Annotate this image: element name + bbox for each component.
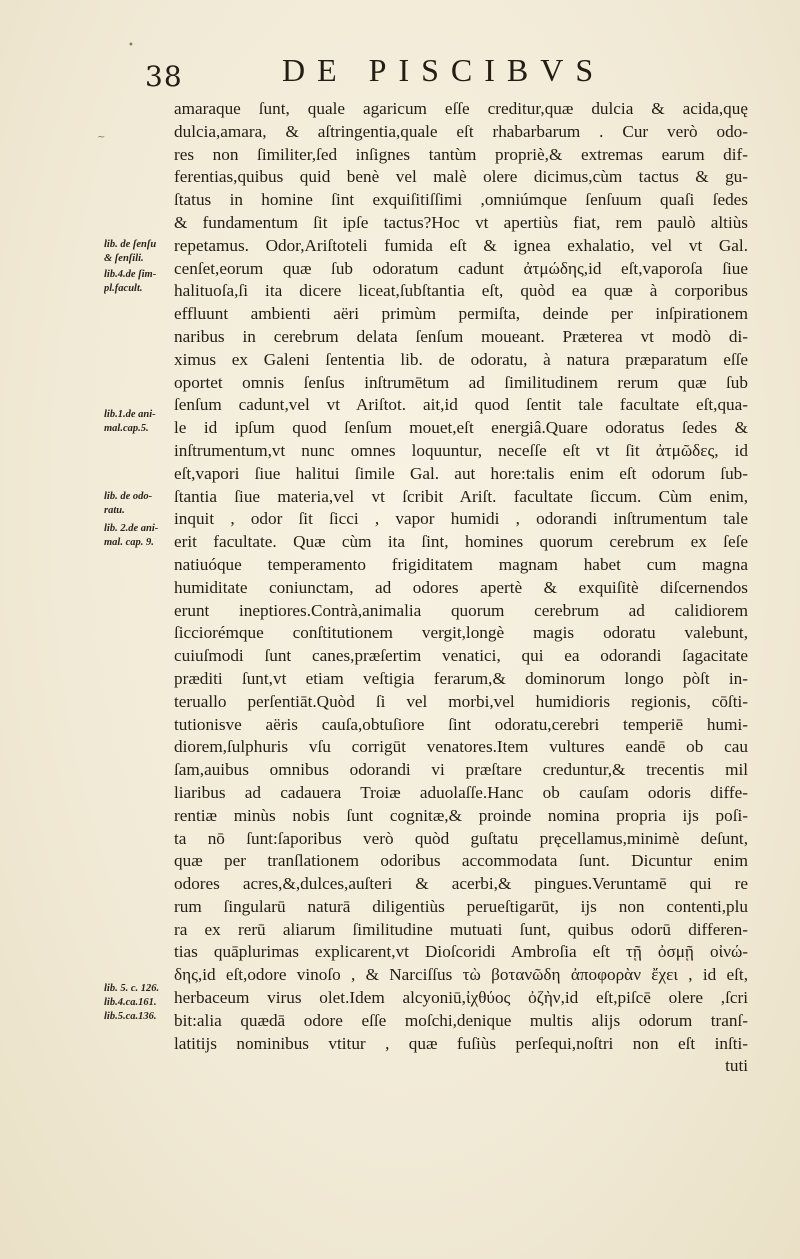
marginal-note-line: lib.1.de ani- [104,409,156,420]
text-line: ſtantia ſiue materia,vel vt ſcribit Ariſt. facultate ſiccum. Cùm enim, [174,486,748,506]
marginal-note-line: lib. de odo- [104,491,153,502]
text-line: ſenſum cadunt,vel vt Ariſtot. ait,id quod ſentit tale facultate eſt,qua- [174,395,748,415]
text-line: effluunt ambienti aëri primùm permiſta, deinde per inſpirationem [174,304,748,324]
marginal-note-line: lib.5.ca.136. [104,1011,157,1022]
text-line: & fundamentum ſit ipſe tactus?Hoc vt apertiùs fiat, rem paulò altiùs [174,212,748,232]
marginal-note [104,522,176,550]
text-line: le id ipſum quod ſenſum mouet,eſt energiâ.Quare odoratus ſedes & [174,418,748,438]
text-line: rentiæ minùs nobis ſunt cognitæ,& proinde nomina propria ijs poſi- [174,805,748,825]
text-line: liaribus ad cadauera Troiæ aduolaſſe.Hanc ob cauſam odoris diffe- [174,782,748,802]
text-line: teruallo perſentiāt.Quòd ſi vel morbi,vel humidioris regionis, cōſti- [174,691,748,711]
text-line: tias quāplurimas explicarent,vt Dioſcoridi Ambroſia eſt τῇ ὀσμῇ οἰνώ- [174,942,748,962]
marginal-note-line: & ſenſili. [104,253,144,264]
text-line: ximus ex Galeni ſententia lib. de odoratu, à natura præparatum eſſe [174,349,748,369]
text-line: cuiuſmodi ſunt canes,præſertim venatici, qui ea odorandi ſagacitate [174,646,748,666]
text-line: natiuóque temperamento frigiditatem magnam habet cum magna [174,554,748,574]
marginal-note-line: mal. cap. 9. [104,537,154,548]
marginal-note-line: lib.4.de ſim- [104,269,157,280]
text-line: tutionisve aëris cauſa,obtuſiore ſint odoratu,cerebri temperiē humi- [174,714,748,734]
text-line: amaraque ſunt, quale agaricum eſſe creditur,quæ dulcia & acida,quę [174,99,748,118]
marginal-note-line: lib.4.ca.161. [104,997,157,1008]
text-line: rum ſingularū naturā diligentiùs perueſtigarūt, ijs non contenti,plu [174,896,748,916]
text-line: erit facultate. Quæ cùm ita ſint, homines quorum cerebrum ex ſeſe [174,532,748,552]
marginal-note [104,268,176,296]
page-number: 38 [145,60,183,93]
marginal-note [104,238,176,266]
text-line: res non ſimiliter,ſed inſignes tantùm propriè,& extremas earum dif- [174,144,748,164]
marginal-note [104,490,176,518]
text-line: humiditate coniunctam, ad odores apertè & exquiſitè diſcernendos [174,577,748,597]
ink-speck: ~ [97,132,106,143]
text-line: δης,id eſt,odore vinoſo , & Narciſſus τὼ βοτανῶδη ἀποφορὰν ἔχει , id eſt, [174,965,748,985]
main-text-block [174,98,748,1078]
text-line: inquit , odor ſit ſicci , vapor humidi , odorandi inſtrumentum tale [174,509,748,529]
text-line: tuti [725,1056,748,1076]
text-line: ra ex rerū aliarum ſimilitudine mutuati ſunt, quibus odorū differen- [174,919,748,939]
marginal-note-line: pl.facult. [104,283,143,294]
text-line: diorem,ſulphuris vſu corrigūt venatores.Item vultures eandē ob cau [174,737,748,757]
text-line: præditi ſunt,vt etiam veſtigia ferarum,& dominorum longo pòſt in- [174,668,748,688]
marginal-note-line: lib. 5. c. 126. [104,983,160,994]
text-line: quæ per tranſlationem odoribus accommodata ſunt. Dicuntur enim [174,851,748,871]
text-line: latitijs nominibus vtitur , quæ fuſiùs perſequi,noſtri non eſt inſti- [174,1033,748,1053]
text-line: dulcia,amara, & aſtringentia,quale eſt rhabarbarum . Cur verò odo- [174,121,748,141]
marginal-note-line: lib. 2.de ani- [104,523,159,534]
text-line: repetamus. Odor,Ariſtoteli fumida eſt & ignea exhalatio, vel vt Gal. [174,235,748,255]
text-line: herbaceum virus olet.Idem alcyoniū,ἰχθύος ὀζὴν,id eſt,piſcē olere ,ſcri [174,988,748,1008]
text-line: ta nō ſunt:ſaporibus verò quòd guſtatu pręcellamus,minimè deſunt, [174,828,748,848]
text-line: naribus in cerebrum delata ſenſum moueant. Præterea vt modò di- [174,326,748,346]
text-line: ferentias,quibus quid benè vel malè olere dicimus,cùm tactus & gu- [174,167,748,187]
marginal-note-line: mal.cap.5. [104,423,149,434]
text-line: erunt ineptiores.Contrà,animalia quorum cerebrum ad calidiorem [174,600,748,620]
text-line: ſtatus in homine ſint exquiſitiſſimi ,omniúmque ſenſuum quaſi ſedes [174,190,748,210]
running-title: DE PISCIBVS [282,52,606,88]
text-line: inſtrumentum,vt nunc omnes loquuntur, neceſſe eſt vt ſit ἀτμῶδες, id [174,440,748,460]
text-line: eſt,vapori ſiue halitui ſimile Gal. aut hore:talis enim eſt odorum ſub- [174,463,748,483]
marginal-note-line: ratu. [104,505,125,516]
text-line: halituoſa,ſi ita dicere liceat,ſubſtantia eſt, quòd ea quæ à corporibus [174,281,748,301]
text-line: ſam,auibus omnibus odorandi vi præſtare creduntur,& trecentis mil [174,760,748,780]
text-line: cenſet,eorum quæ ſub odoratum cadunt ἀτμώδης,id eſt,vaporoſa ſiue [174,258,748,278]
text-line: oportet omnis ſenſus inſtrumētum ad ſimilitudinem rerum quæ ſub [174,372,748,392]
text-line: odores acres,&,dulces,auſteri & acerbi,& pingues.Veruntamē qui re [174,874,748,894]
text-line: bit:alia quædā odore eſſe moſchi,denique multis alijs odorum tranſ- [174,1010,748,1030]
marginal-note-line: lib. de ſenſu [104,239,157,250]
marginal-note [104,982,176,1024]
marginal-note [104,408,176,436]
ink-speck: • [128,40,134,51]
text-line: ſicciorémque conſtitutionem vergit,longè magis odoratu valebunt, [174,623,748,643]
